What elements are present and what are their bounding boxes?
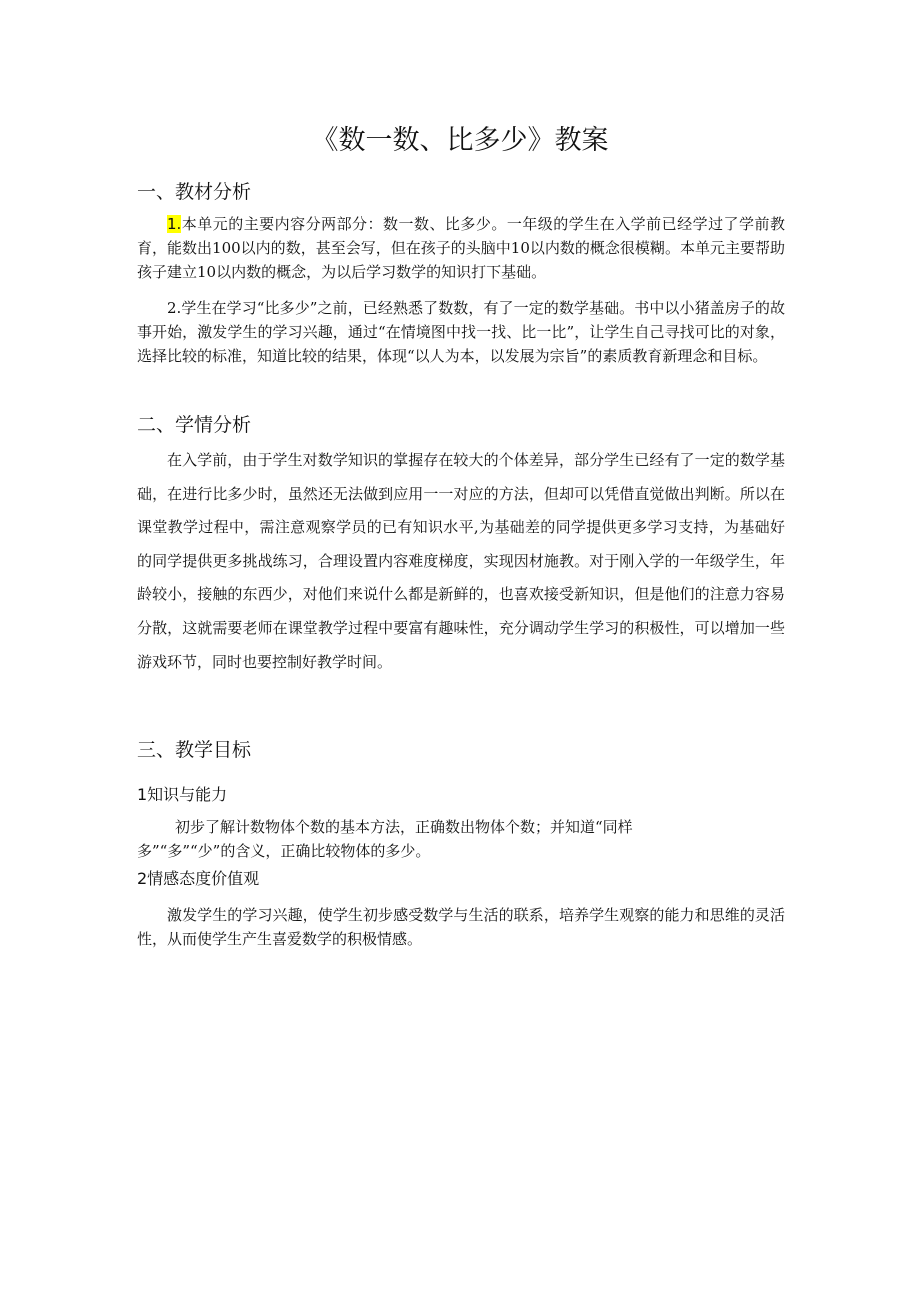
- highlighted-number: 1.: [167, 215, 182, 233]
- paragraph-textbook-2: 2.学生在学习“比多少”之前，已经熟悉了数数，有了一定的数学基础。书中以小猪盖房子的故事开始，激发学生的学习兴趣，通过“在情境图中找一找、比一比”，让学生自己寻找可比的对象，选择比较的标准，知道比较的结果，体现“以人为本，以发展为宗旨”的素质教育新理念和目标。: [137, 299, 785, 365]
- section-heading-teaching-goals: 三、教学目标: [137, 739, 252, 761]
- section-heading-student-analysis: 二、学情分析: [137, 414, 252, 436]
- subheading-emotion-attitude: 2情感态度价值观: [137, 869, 260, 888]
- paragraph-emotion-attitude: 激发学生的学习兴趣，使学生初步感受数学与生活的联系，培养学生观察的能力和思维的灵活性，从而使学生产生喜爱数学的积极情感。: [137, 906, 785, 948]
- paragraph-knowledge-line2: 多”“多”“少”的含义，正确比较物体的多少。: [137, 842, 431, 860]
- subheading-knowledge-ability: 1知识与能力: [137, 785, 228, 804]
- paragraph-knowledge-line1: 初步了解计数物体个数的基本方法，正确数出物体个数；并知道“同样: [175, 818, 633, 836]
- paragraph-student-analysis: 在入学前，由于学生对数学知识的掌握存在较大的个体差异，部分学生已经有了一定的数学基础，在进行比多少时，虽然还无法做到应用一一对应的方法，但却可以凭借直觉做出判断。所以在课堂教学过程中，需注意观察学员的已有知识水平,为基础差的同学提供更多学习支持，为基础好的同学提供更多挑战练习，合理设置内容难度梯度，实现因材施教。对于刚入学的一年级学生，年龄较小，接触的东西少，对他们来说什么都是新鲜的，也喜欢接受新知识，但是他们的注意力容易分散，这就需要老师在课堂教学过程中要富有趣味性，充分调动学生学习的积极性，可以增加一些游戏环节，同时也要控制好教学时间。: [137, 451, 785, 671]
- section-heading-textbook-analysis: 一、教材分析: [137, 181, 252, 203]
- paragraph-text: 本单元的主要内容分两部分：数一数、比多少。一年级的学生在入学前已经学过了学前教育，能数出100以内的数，甚至会写，但在孩子的头脑中10以内数的概念很模糊。本单元主要帮助孩子建立10以内数的概念，为以后学习数学的知识打下基础。: [137, 215, 785, 281]
- paragraph-textbook-1: [137, 212, 785, 284]
- page-title: 《数一数、比多少》教案: [311, 125, 609, 156]
